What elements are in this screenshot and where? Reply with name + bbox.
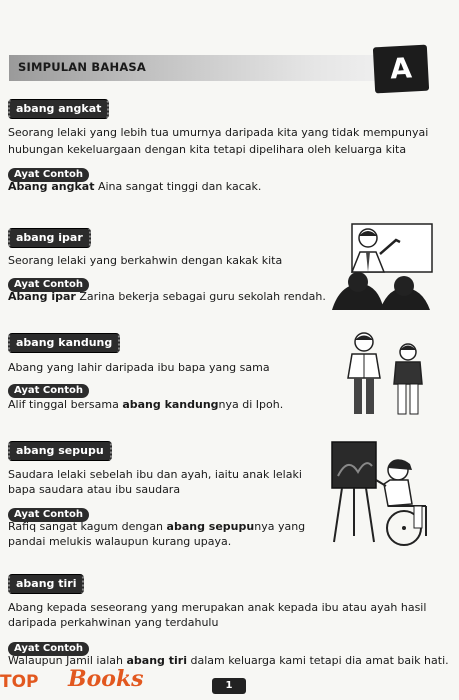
example-label-text: Ayat Contoh bbox=[8, 384, 89, 398]
watermark-logo-part2: Books bbox=[68, 666, 144, 692]
entry-term-abang-ipar bbox=[8, 226, 91, 248]
term-label: abang kandung bbox=[8, 333, 120, 353]
example-label-text: Ayat Contoh bbox=[8, 168, 89, 182]
example-bold: abang sepupu bbox=[166, 520, 255, 533]
example-sentence bbox=[8, 288, 326, 305]
example-rest: Zarina bekerja sebagai guru sekolah rendah. bbox=[75, 290, 326, 303]
page-number: 1 bbox=[212, 678, 246, 694]
example-label bbox=[8, 378, 89, 398]
term-label: abang sepupu bbox=[8, 441, 112, 461]
term-label: abang angkat bbox=[8, 99, 109, 119]
example-rest: dalam keluarga kami tetapi dia amat baik hati. bbox=[186, 654, 449, 667]
entry-definition: Seorang lelaki yang lebih tua umurnya daripada kita yang tidak mempunyai hubungan kekeluargaan dengan kita tetapi dipelihara oleh keluarga kita bbox=[8, 126, 429, 156]
entry-term-abang-angkat bbox=[8, 97, 109, 119]
example-rest: nya di Ipoh. bbox=[218, 398, 284, 411]
entry-definition-line1: Saudara lelaki sebelah ibu dan ayah, iaitu anak lelaki bbox=[8, 468, 302, 481]
example-pre: Alif tinggal bersama bbox=[8, 398, 123, 411]
term-label: abang tiri bbox=[8, 574, 84, 594]
example-label-text: Ayat Contoh bbox=[8, 508, 89, 522]
example-sentence bbox=[8, 396, 283, 413]
entry-definition: Seorang lelaki yang berkahwin dengan kakak kita bbox=[8, 254, 283, 267]
entry-definition-line1: Abang kepada seseorang yang merupakan anak kepada ibu atau ayah hasil bbox=[8, 601, 427, 614]
example-rest: nya yang bbox=[254, 520, 306, 533]
entry-term-abang-sepupu bbox=[8, 439, 112, 461]
example-bold: Abang angkat bbox=[8, 180, 95, 193]
letter-badge-text: A bbox=[389, 51, 413, 86]
teacher-illustration bbox=[330, 222, 434, 310]
entry-definition: Abang yang lahir daripada ibu bapa yang sama bbox=[8, 361, 270, 374]
example-bold: abang kandung bbox=[122, 398, 219, 411]
example-pre: Rafiq sangat kagum dengan bbox=[8, 520, 167, 533]
example-rest: Aina sangat tinggi dan kacak. bbox=[94, 180, 262, 193]
example-pre: Walaupun Jamil ialah bbox=[8, 654, 127, 667]
entry-definition-line2: daripada perkahwinan yang terdahulu bbox=[8, 616, 219, 629]
term-label: abang ipar bbox=[8, 228, 91, 248]
section-title: SIMPULAN BAHASA bbox=[18, 60, 147, 74]
entry-definition-line2: bapa saudara atau ibu saudara bbox=[8, 483, 181, 496]
example-bold: abang tiri bbox=[126, 654, 187, 667]
example-label-text: Ayat Contoh bbox=[8, 278, 89, 292]
example-sentence-line2: pandai melukis walaupun kurang upaya. bbox=[8, 535, 232, 548]
example-label-text: Ayat Contoh bbox=[8, 642, 89, 656]
entry-term-abang-kandung bbox=[8, 331, 120, 353]
brothers-illustration bbox=[336, 330, 436, 416]
entry-term-abang-tiri bbox=[8, 572, 84, 594]
watermark-logo-part1: TOP bbox=[0, 672, 39, 692]
example-bold: Abang ipar bbox=[8, 290, 76, 303]
example-sentence bbox=[8, 178, 261, 195]
painter-illustration bbox=[328, 436, 434, 548]
